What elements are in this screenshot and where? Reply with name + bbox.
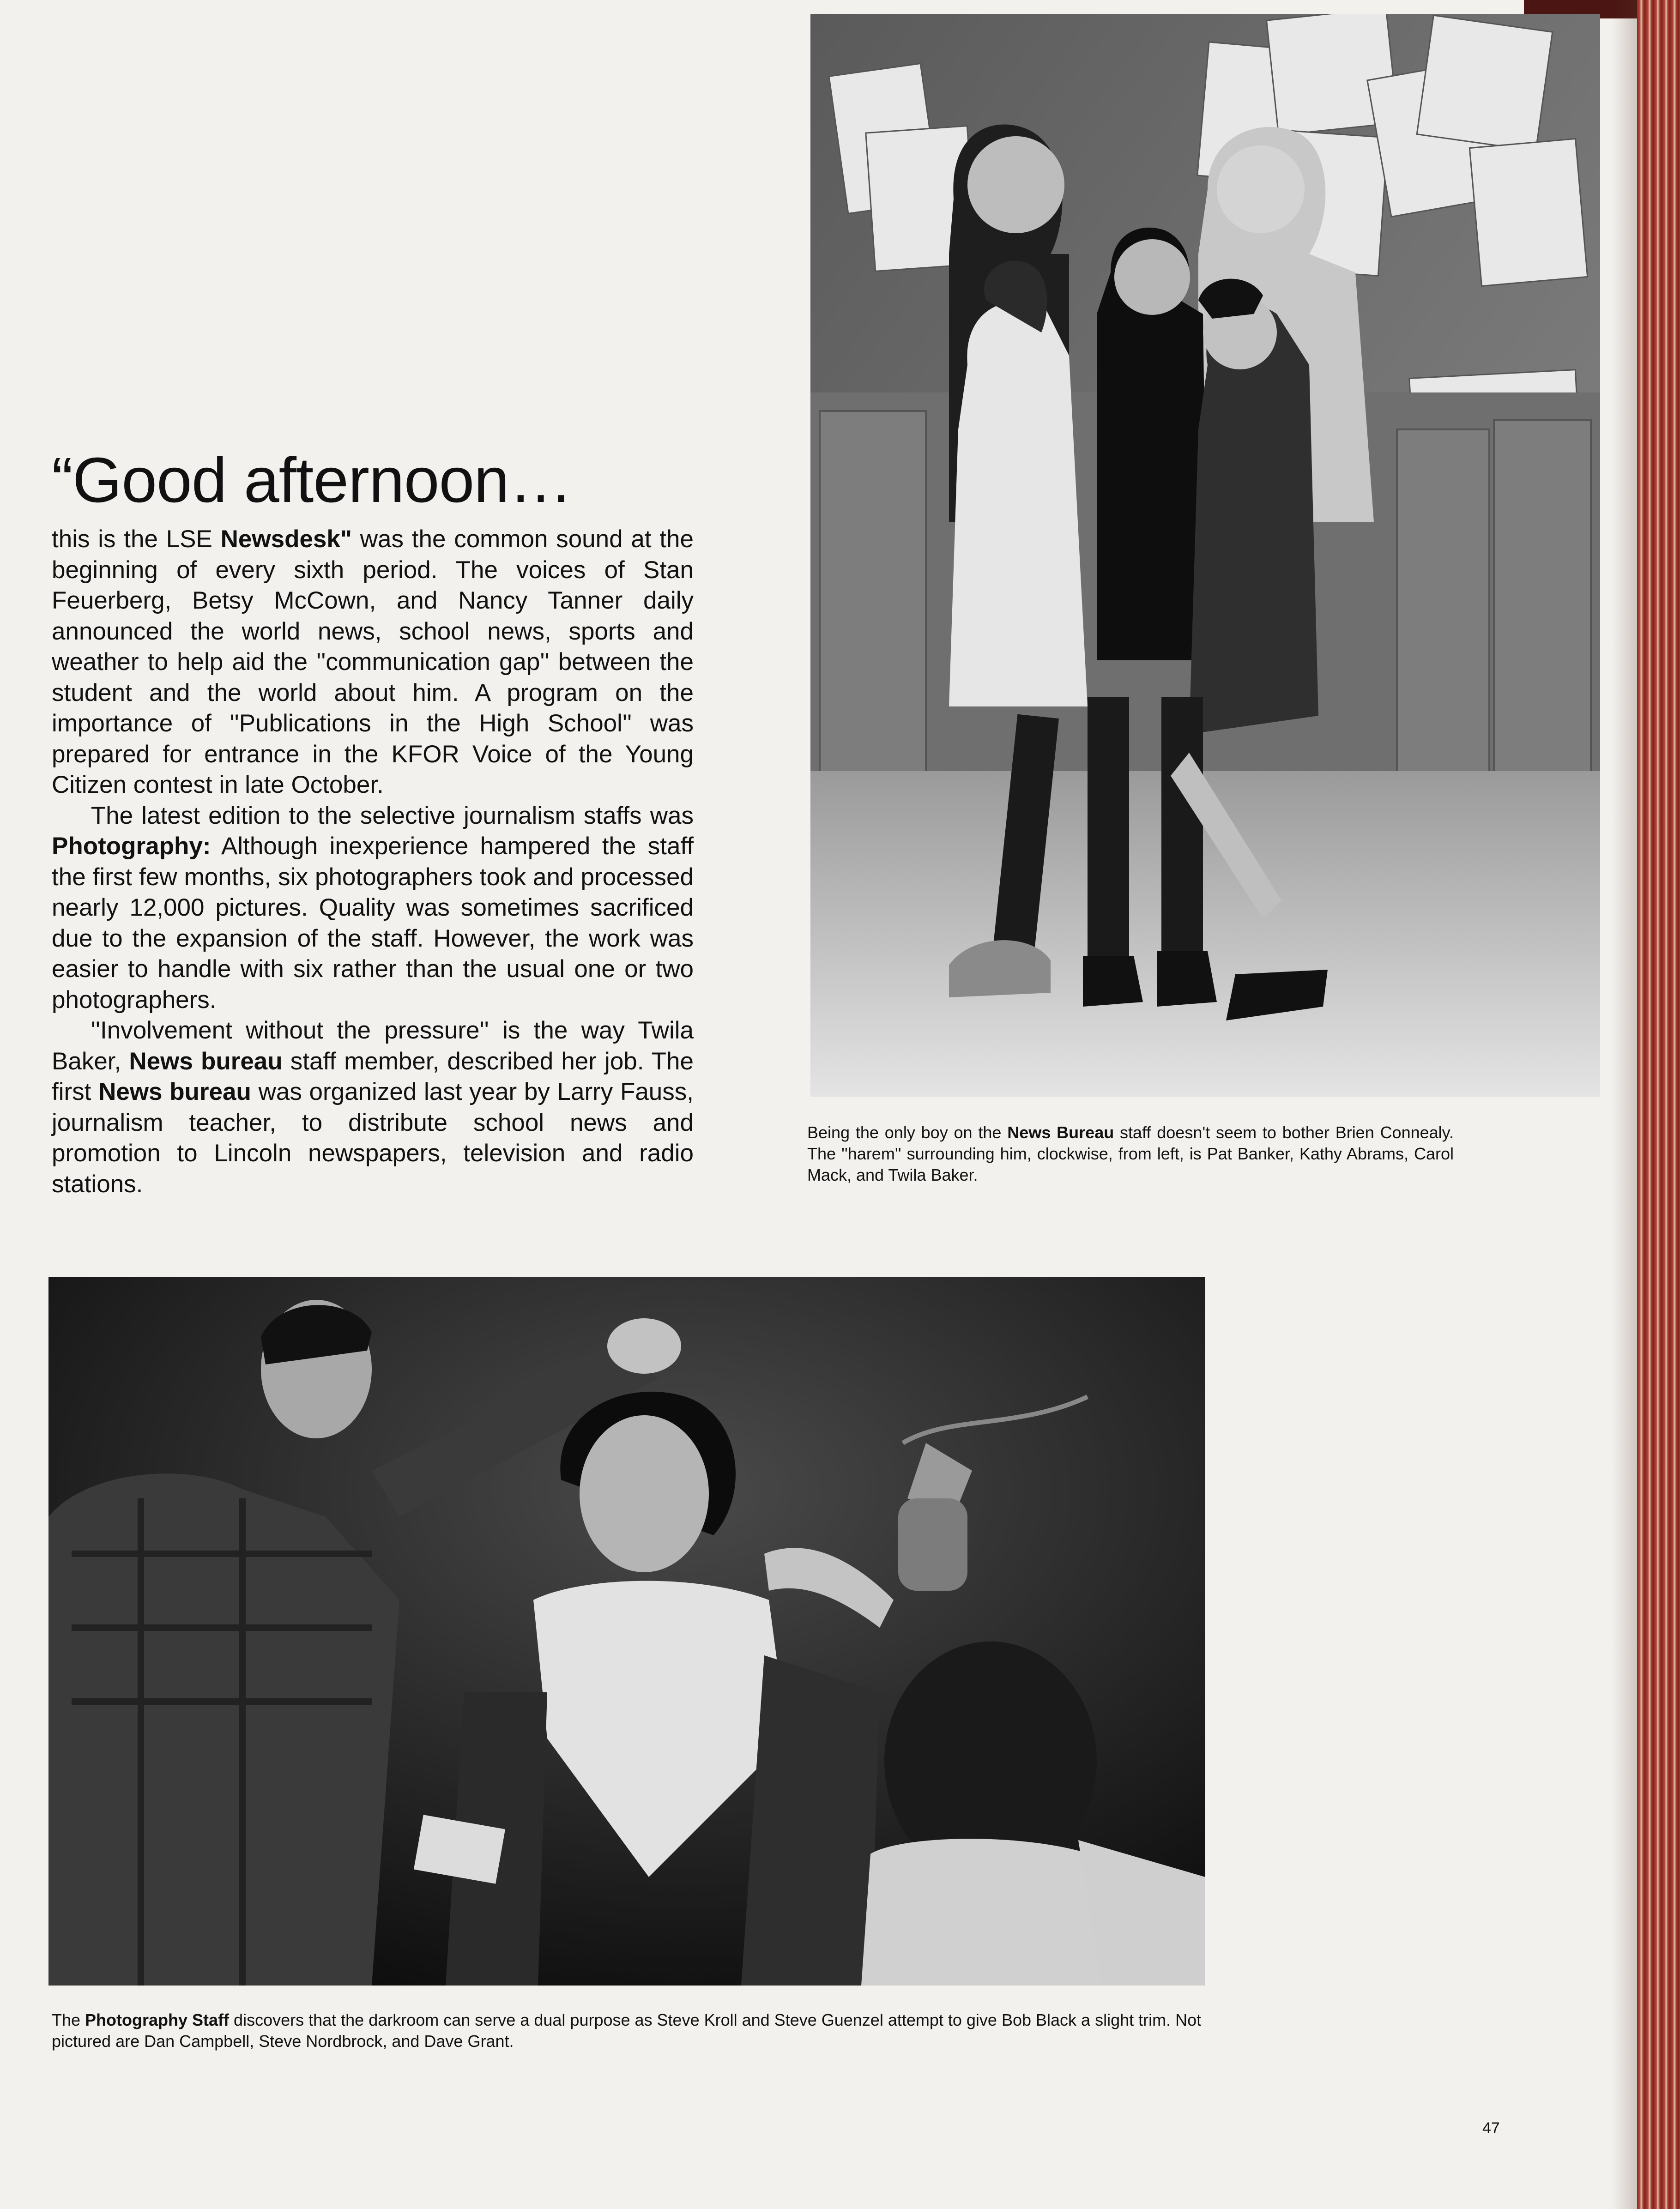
article-paragraph-2: The latest edition to the selective journalism staffs was Photography: Although inexperience hampered the staff the first few months, six photographers took and processed nearly 12,000 pictures. Quality was sometimes sacrificed due to the expansion of the staff. However, the work was easier to handle with six rather than the usual one or two photographers.	[52, 802, 694, 1014]
article-paragraph-1: this is the LSE Newsdesk" was the common sound at the beginning of every sixth period. The voices of Stan Feuerberg, Betsy McCown, and Nancy Tanner daily announced the world news, school news, sports and weather to help aid the ''communication gap'' between the student and the world about him. A program on the importance of ''Publications in the High School'' was prepared for entrance in the KFOR Voice of the Young Citizen contest in late October.	[52, 525, 694, 798]
page-gutter-shadow	[1612, 0, 1639, 2209]
book-page-edges	[1637, 0, 1680, 2209]
news-bureau-photo-caption: Being the only boy on the News Bureau staff doesn't seem to bother Brien Connealy. The ''harem'' surrounding him, clockwise, from left, is Pat Banker, Kathy Abrams, Carol Mack, and Twila Baker.	[807, 1123, 1454, 1184]
article-paragraph-3: ''Involvement without the pressure'' is the way Twila Baker, News bureau staff member, described her job. The first News bureau was organized last year by Larry Fauss, journalism teacher, to distribute school news and promotion to Lincoln newspapers, television and radio stations.	[52, 1017, 694, 1198]
news-bureau-caption-bold: News Bureau	[1007, 1123, 1114, 1142]
photography-staff-photo-image	[48, 1277, 1205, 1986]
photography-staff-caption-bold: Photography Staff	[85, 2010, 230, 2029]
article-body	[52, 524, 694, 1200]
photography-bold: Photography:	[52, 833, 211, 860]
article-heading: “Good afternoon…	[52, 445, 573, 516]
page-number: 47	[1482, 2119, 1500, 2137]
news-bureau-bold-2: News bureau	[98, 1078, 251, 1105]
news-bureau-photo-image	[810, 14, 1600, 1097]
photography-staff-photo-caption: The Photography Staff discovers that the darkroom can serve a dual purpose as Steve Kroll and Steve Guenzel attempt to give Bob Black a slight trim. Not pictured are Dan Campbell, Steve Nordbrock, and Dave Grant.	[52, 2010, 1202, 2051]
news-bureau-bold-1: News bureau	[129, 1047, 283, 1075]
newsdesk-bold: Newsdesk"	[220, 525, 352, 553]
news-bureau-photo	[810, 14, 1600, 1097]
photography-staff-photo	[48, 1277, 1205, 1986]
